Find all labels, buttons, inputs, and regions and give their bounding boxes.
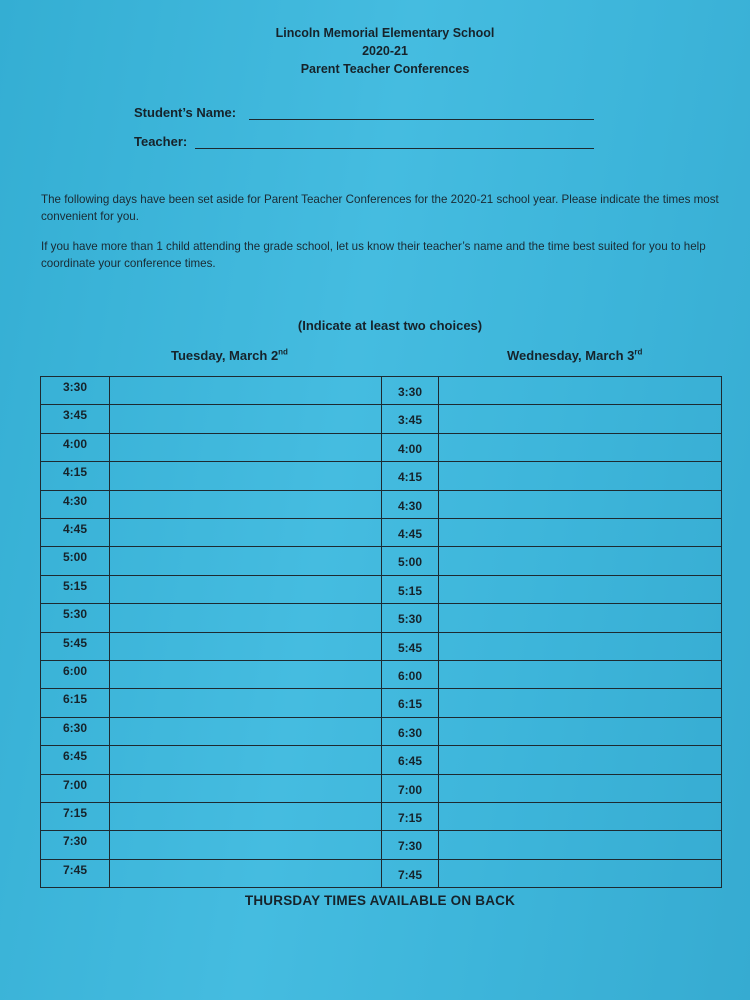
- day-heading-tuesday-suffix: nd: [278, 347, 288, 357]
- wednesday-choice-cell[interactable]: [439, 860, 721, 888]
- tuesday-time-label: 4:45: [41, 519, 110, 546]
- table-row: [41, 831, 721, 859]
- tuesday-choice-cell[interactable]: [110, 860, 382, 888]
- wednesday-choice-cell[interactable]: [439, 803, 721, 830]
- table-row: [41, 604, 721, 632]
- tuesday-choice-cell[interactable]: [110, 434, 382, 461]
- wednesday-choice-cell[interactable]: [439, 689, 721, 716]
- wednesday-time-label: 6:30: [382, 718, 439, 745]
- tuesday-choice-cell[interactable]: [110, 519, 382, 546]
- table-row: [41, 377, 721, 405]
- school-year: 2020-21: [362, 44, 408, 58]
- tuesday-time-label: 4:15: [41, 462, 110, 489]
- tuesday-choice-cell[interactable]: [110, 462, 382, 489]
- tuesday-choice-cell[interactable]: [110, 803, 382, 830]
- tuesday-choice-cell[interactable]: [110, 718, 382, 745]
- wednesday-time-label: 6:00: [382, 661, 439, 688]
- wednesday-choice-cell[interactable]: [439, 547, 721, 574]
- tuesday-time-label: 6:15: [41, 689, 110, 716]
- wednesday-choice-cell[interactable]: [439, 746, 721, 773]
- tuesday-time-label: 7:15: [41, 803, 110, 830]
- day-heading-wednesday-label: Wednesday, March 3: [507, 348, 635, 363]
- table-row: [41, 775, 721, 803]
- time-slot-table: [40, 376, 722, 888]
- wednesday-choice-cell[interactable]: [439, 462, 721, 489]
- intro-paragraph-2: If you have more than 1 child attending the grade school, let us know their teacher’s name and the time best suited for you to help coordinate your conference times.: [41, 240, 706, 270]
- tuesday-time-label: 6:00: [41, 661, 110, 688]
- wednesday-time-label: 7:15: [382, 803, 439, 830]
- tuesday-time-label: 7:45: [41, 860, 110, 888]
- table-row: [41, 547, 721, 575]
- school-name: Lincoln Memorial Elementary School: [275, 26, 495, 40]
- wednesday-time-label: 4:00: [382, 434, 439, 461]
- wednesday-choice-cell[interactable]: [439, 491, 721, 518]
- wednesday-choice-cell[interactable]: [439, 718, 721, 745]
- tuesday-choice-cell[interactable]: [110, 633, 382, 660]
- wednesday-choice-cell[interactable]: [439, 604, 721, 631]
- day-heading-wednesday: [507, 348, 642, 363]
- tuesday-choice-cell[interactable]: [110, 604, 382, 631]
- tuesday-choice-cell[interactable]: [110, 831, 382, 858]
- table-row: [41, 860, 721, 888]
- wednesday-time-label: 3:45: [382, 405, 439, 432]
- wednesday-choice-cell[interactable]: [439, 405, 721, 432]
- wednesday-time-label: 5:30: [382, 604, 439, 631]
- teacher-label: Teacher:: [134, 134, 188, 149]
- tuesday-time-label: 7:00: [41, 775, 110, 802]
- wednesday-time-label: 7:30: [382, 831, 439, 858]
- table-row: [41, 434, 721, 462]
- day-heading-tuesday-label: Tuesday, March 2: [171, 348, 279, 363]
- wednesday-time-label: 6:15: [382, 689, 439, 716]
- day-heading-wednesday-suffix: rd: [634, 347, 643, 357]
- tuesday-time-label: 5:15: [41, 576, 110, 603]
- tuesday-time-label: 7:30: [41, 831, 110, 858]
- tuesday-choice-cell[interactable]: [110, 576, 382, 603]
- tuesday-choice-cell[interactable]: [110, 746, 382, 773]
- wednesday-choice-cell[interactable]: [439, 576, 721, 603]
- wednesday-choice-cell[interactable]: [439, 775, 721, 802]
- tuesday-choice-cell[interactable]: [110, 661, 382, 688]
- table-row: [41, 491, 721, 519]
- tuesday-choice-cell[interactable]: [110, 405, 382, 432]
- table-row: [41, 661, 721, 689]
- table-row: [41, 633, 721, 661]
- table-row: [41, 718, 721, 746]
- wednesday-choice-cell[interactable]: [439, 377, 721, 404]
- day-heading-tuesday: [171, 348, 288, 363]
- table-row: [41, 746, 721, 774]
- instruction-text: (Indicate at least two choices): [297, 318, 483, 333]
- tuesday-time-label: 3:45: [41, 405, 110, 432]
- tuesday-choice-cell[interactable]: [110, 775, 382, 802]
- wednesday-choice-cell[interactable]: [439, 831, 721, 858]
- table-row: [41, 405, 721, 433]
- wednesday-time-label: 5:00: [382, 547, 439, 574]
- wednesday-choice-cell[interactable]: [439, 633, 721, 660]
- event-title: Parent Teacher Conferences: [300, 62, 470, 76]
- wednesday-choice-cell[interactable]: [439, 661, 721, 688]
- wednesday-time-label: 4:15: [382, 462, 439, 489]
- tuesday-choice-cell[interactable]: [110, 547, 382, 574]
- tuesday-time-label: 4:30: [41, 491, 110, 518]
- wednesday-time-label: 6:45: [382, 746, 439, 773]
- wednesday-time-label: 5:15: [382, 576, 439, 603]
- intro-paragraph-1: The following days have been set aside for Parent Teacher Conferences for the 2020-21 school year. Please indicate the times most convenient for you.: [41, 193, 719, 223]
- wednesday-time-label: 7:00: [382, 775, 439, 802]
- tuesday-time-label: 3:30: [41, 377, 110, 404]
- footer-note: THURSDAY TIMES AVAILABLE ON BACK: [244, 893, 516, 908]
- tuesday-time-label: 5:30: [41, 604, 110, 631]
- tuesday-time-label: 4:00: [41, 434, 110, 461]
- teacher-line[interactable]: [195, 148, 594, 149]
- wednesday-time-label: 5:45: [382, 633, 439, 660]
- tuesday-time-label: 5:00: [41, 547, 110, 574]
- table-row: [41, 803, 721, 831]
- wednesday-time-label: 7:45: [382, 860, 439, 888]
- table-row: [41, 462, 721, 490]
- tuesday-choice-cell[interactable]: [110, 689, 382, 716]
- wednesday-choice-cell[interactable]: [439, 519, 721, 546]
- student-name-line[interactable]: [249, 119, 594, 120]
- wednesday-time-label: 4:30: [382, 491, 439, 518]
- student-name-label: Student’s Name:: [134, 105, 237, 120]
- tuesday-choice-cell[interactable]: [110, 491, 382, 518]
- tuesday-time-label: 6:30: [41, 718, 110, 745]
- tuesday-time-label: 5:45: [41, 633, 110, 660]
- table-row: [41, 576, 721, 604]
- table-row: [41, 519, 721, 547]
- wednesday-time-label: 4:45: [382, 519, 439, 546]
- wednesday-choice-cell[interactable]: [439, 434, 721, 461]
- table-row: [41, 689, 721, 717]
- wednesday-time-label: 3:30: [382, 377, 439, 404]
- tuesday-time-label: 6:45: [41, 746, 110, 773]
- document-header: [0, 24, 750, 78]
- tuesday-choice-cell[interactable]: [110, 377, 382, 404]
